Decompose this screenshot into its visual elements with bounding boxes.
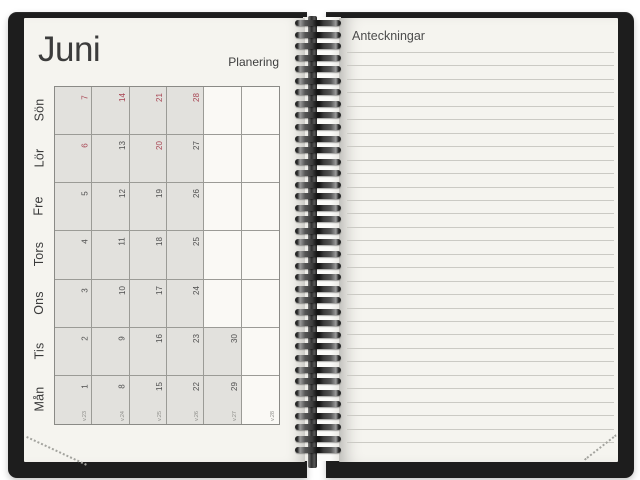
calendar-cell (92, 280, 129, 328)
ruled-line (347, 402, 614, 403)
day-number-text: 3 (80, 287, 90, 293)
day-number-text: 18 (154, 237, 164, 247)
day-number-text: 22 (192, 381, 202, 391)
ruled-line (347, 375, 614, 376)
ruled-line (347, 173, 614, 174)
wire-loop (295, 263, 341, 269)
day-number (78, 89, 91, 106)
day-number-text: 6 (80, 143, 90, 148)
day-number (116, 282, 129, 299)
wire-loop (295, 367, 341, 373)
calendar-grid (54, 86, 280, 425)
calendar-cell (92, 183, 129, 231)
day-number (116, 137, 129, 154)
wire-loop (295, 413, 341, 419)
wire-loop (295, 378, 341, 384)
ruled-line (347, 361, 614, 362)
day-number-text: 23 (192, 333, 202, 343)
calendar-cell (242, 280, 279, 328)
month-title: Juni (38, 30, 101, 69)
wire-loop (295, 447, 341, 453)
day-number-text: 5 (80, 191, 90, 197)
day-number (153, 185, 166, 202)
weekday-label (26, 230, 52, 278)
day-number (228, 378, 241, 395)
calendar-cell (204, 328, 241, 376)
day-number (190, 378, 203, 395)
weekday-label-text: Tis (32, 342, 46, 360)
wire-loop (295, 239, 341, 245)
ruled-line (347, 133, 614, 134)
ruled-line (347, 213, 614, 214)
ruled-line (347, 200, 614, 201)
ruled-line (347, 254, 614, 255)
day-number-text: 30 (229, 333, 239, 343)
week-number (192, 410, 202, 423)
calendar-cell (92, 135, 129, 183)
wire-loop (295, 66, 341, 72)
day-number-text: 4 (80, 239, 90, 245)
day-number (78, 282, 91, 299)
ruled-line (347, 415, 614, 416)
calendar-cell (167, 376, 204, 424)
week-number (230, 410, 240, 423)
day-number-text: 17 (154, 285, 164, 295)
calendar-page (24, 18, 305, 462)
ruled-line (347, 160, 614, 161)
wire-loop (295, 228, 341, 234)
calendar-cell (130, 135, 167, 183)
weekday-label (26, 375, 52, 423)
wire-loop (295, 112, 341, 118)
day-number-text: 16 (154, 333, 164, 343)
wire-loop (295, 170, 341, 176)
day-number (190, 330, 203, 347)
calendar-cell (92, 328, 129, 376)
ruled-line (347, 187, 614, 188)
notes-title: Anteckningar (352, 29, 425, 43)
wire-loop (295, 159, 341, 165)
day-number-text: 15 (154, 381, 164, 391)
week-number-text: v.26 (194, 411, 201, 422)
week-number (155, 410, 165, 423)
ruled-line (347, 294, 614, 295)
wire-loop (295, 343, 341, 349)
calendar-cell (242, 328, 279, 376)
wire-loop (295, 297, 341, 303)
day-number-text: 2 (80, 335, 90, 341)
ruled-line (347, 281, 614, 282)
week-number (268, 410, 278, 423)
calendar-cell (242, 376, 279, 424)
weekday-label (26, 279, 52, 327)
day-number (153, 233, 166, 250)
day-number (78, 330, 91, 347)
ruled-line (347, 348, 614, 349)
wire-loop (295, 20, 341, 26)
day-number-text: 21 (154, 93, 164, 102)
calendar-cell (204, 231, 241, 279)
wire-loop (295, 332, 341, 338)
wire-loop (295, 355, 341, 361)
day-number (190, 185, 203, 202)
day-number (190, 137, 203, 154)
ruled-line (347, 388, 614, 389)
calendar-cell (204, 87, 241, 135)
calendar-cell (167, 231, 204, 279)
calendar-cell (92, 87, 129, 135)
calendar-cell (242, 183, 279, 231)
weekday-label (26, 134, 52, 182)
weekday-label-text: Fre (31, 196, 46, 217)
calendar-cell (130, 376, 167, 424)
day-number-text: 27 (192, 141, 202, 151)
ruled-line (347, 146, 614, 147)
wire-loop (295, 193, 341, 199)
wire-loop (295, 320, 341, 326)
day-number-text: 28 (192, 93, 202, 102)
day-number-text: 13 (117, 141, 127, 151)
wire-loop (295, 55, 341, 61)
wire-loop (295, 147, 341, 153)
weekday-label-text: Lör (31, 148, 46, 168)
day-number-text: 8 (117, 384, 127, 389)
wire-loop (295, 251, 341, 257)
calendar-cell (167, 135, 204, 183)
day-number (78, 378, 91, 395)
wire-loop (295, 424, 341, 430)
calendar-cell (204, 280, 241, 328)
ruled-line (347, 267, 614, 268)
wire-loop (295, 286, 341, 292)
weekday-label (26, 327, 52, 375)
day-number (190, 282, 203, 299)
ruled-line (347, 106, 614, 107)
weekday-label-text: Ons (32, 290, 46, 315)
day-number (116, 233, 129, 250)
wire-loop (295, 216, 341, 222)
weekday-label (26, 86, 52, 134)
calendar-cell (55, 376, 92, 424)
day-number (190, 233, 203, 250)
calendar-cell (55, 231, 92, 279)
day-number (153, 378, 166, 395)
day-number-text: 24 (192, 285, 202, 295)
day-number (116, 185, 129, 202)
ruled-line (347, 79, 614, 80)
day-number-text: 14 (117, 93, 127, 102)
wire-loop (295, 136, 341, 142)
day-number (153, 330, 166, 347)
calendar-cell (55, 328, 92, 376)
ruled-line (347, 240, 614, 241)
calendar-cell (130, 231, 167, 279)
calendar-cell (130, 328, 167, 376)
day-number (78, 233, 91, 250)
ruled-line (347, 442, 614, 443)
day-number-text: 10 (117, 285, 127, 295)
calendar-cell (167, 87, 204, 135)
day-number (190, 89, 203, 106)
calendar-cell (167, 328, 204, 376)
wire-loop (295, 43, 341, 49)
calendar-cell (204, 135, 241, 183)
week-number-text: v.24 (119, 411, 126, 422)
calendar-cell (130, 183, 167, 231)
day-number-text: 26 (192, 189, 202, 199)
calendar-cell (167, 280, 204, 328)
week-number-text: v.28 (269, 411, 276, 422)
calendar-cell (130, 280, 167, 328)
day-number-text: 20 (154, 141, 164, 151)
wire-loop (295, 89, 341, 95)
wire-loop (295, 274, 341, 280)
wire-loop (295, 32, 341, 38)
day-number-text: 1 (80, 384, 90, 389)
weekday-label-text: Mån (31, 386, 46, 412)
day-number-text: 11 (117, 237, 127, 247)
wire-loop (295, 401, 341, 407)
calendar-cell (55, 135, 92, 183)
day-number (116, 89, 129, 106)
ruled-line (347, 321, 614, 322)
page-type-label: Planering (228, 55, 279, 69)
calendar-cell (55, 280, 92, 328)
day-number (153, 137, 166, 154)
wire-loop (295, 124, 341, 130)
day-number-text: 25 (192, 237, 202, 247)
day-number-text: 9 (117, 335, 127, 341)
day-number (228, 330, 241, 347)
calendar-cell (242, 231, 279, 279)
day-number (116, 378, 129, 395)
calendar-cell (130, 87, 167, 135)
week-number (80, 410, 90, 423)
calendar-cell (242, 135, 279, 183)
notes-page (339, 18, 618, 462)
ruled-line (347, 334, 614, 335)
calendar-cell (204, 376, 241, 424)
calendar-cell (55, 87, 92, 135)
day-number (153, 89, 166, 106)
wire-loop (295, 390, 341, 396)
calendar-cell (167, 183, 204, 231)
calendar-cell (92, 376, 129, 424)
ruled-line (347, 92, 614, 93)
week-number-text: v.23 (82, 411, 89, 422)
calendar-cell (92, 231, 129, 279)
weekday-label (26, 182, 52, 230)
calendar-cell (204, 183, 241, 231)
wire-loop (295, 182, 341, 188)
weekday-label-text: Sön (32, 98, 46, 122)
day-number-text: 19 (154, 189, 164, 199)
ruled-line (347, 119, 614, 120)
day-number (153, 282, 166, 299)
ruled-line (347, 65, 614, 66)
day-number-text: 12 (117, 189, 127, 199)
day-number (78, 137, 91, 154)
week-number (118, 410, 128, 423)
wire-loop (295, 436, 341, 442)
calendar-cell (55, 183, 92, 231)
wire-loop (295, 205, 341, 211)
day-number (116, 330, 129, 347)
calendar-cell (242, 87, 279, 135)
week-number-text: v.27 (231, 411, 238, 422)
wire-loop (295, 309, 341, 315)
week-number-text: v.25 (156, 411, 163, 422)
day-number (78, 185, 91, 202)
day-number-text: 29 (229, 381, 239, 391)
ruled-line (347, 52, 614, 53)
ruled-line (347, 308, 614, 309)
wire-loop (295, 101, 341, 107)
day-number-text: 7 (80, 95, 90, 100)
ruled-line (347, 429, 614, 430)
ruled-line (347, 227, 614, 228)
wire-loop (295, 78, 341, 84)
weekday-label-text: Tors (31, 242, 46, 267)
